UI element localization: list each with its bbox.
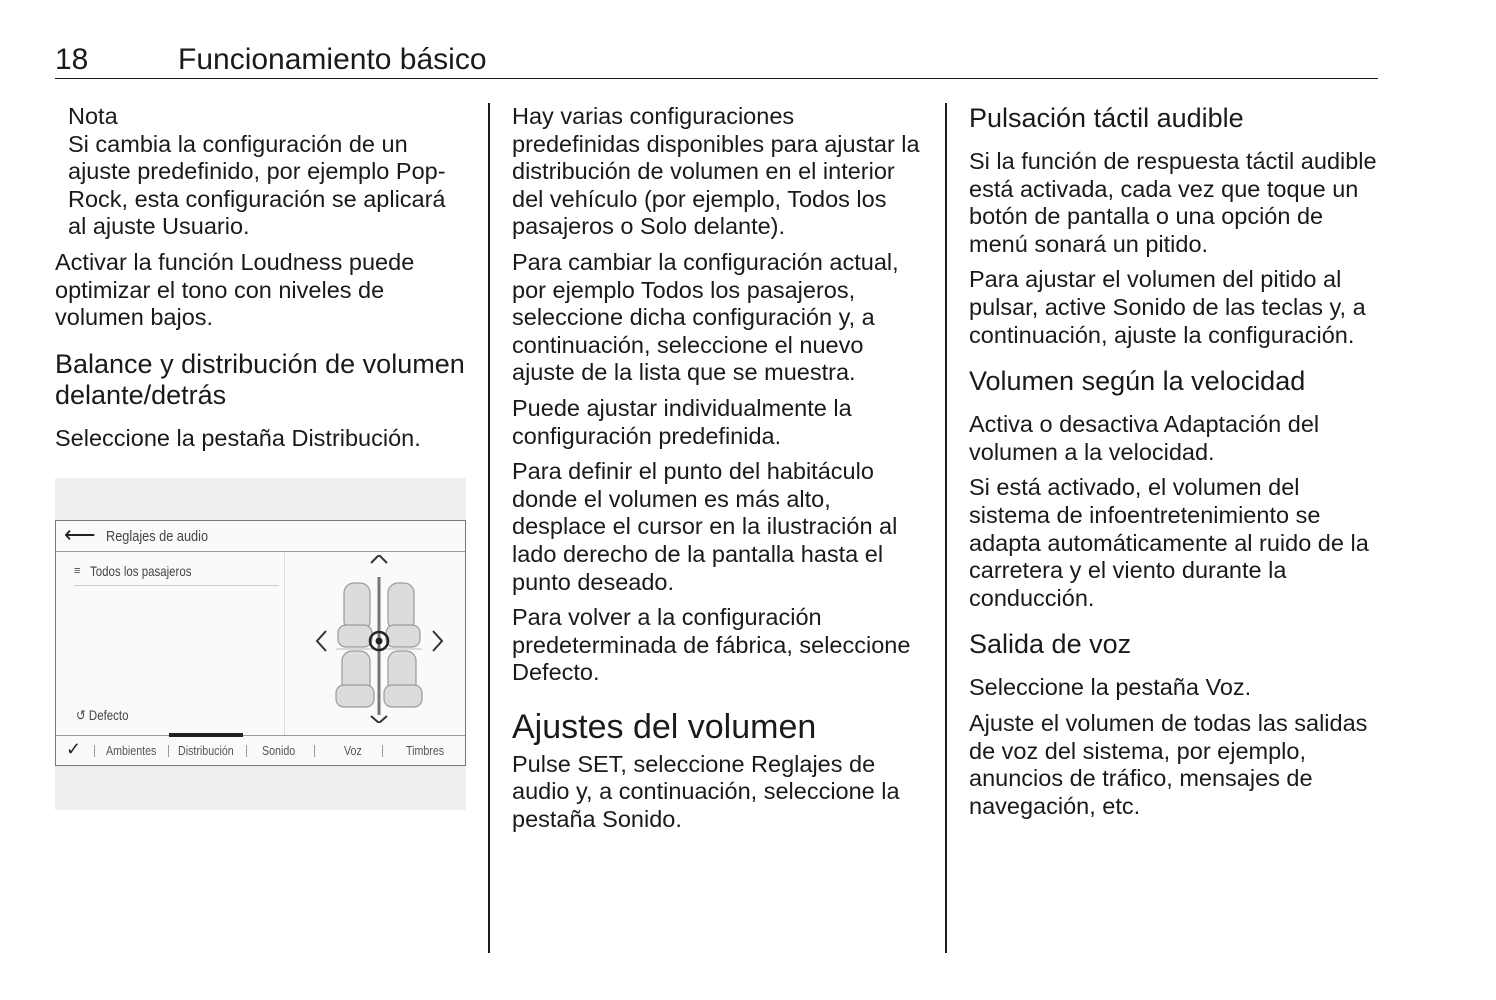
voice-volume-paragraph: Ajuste el volumen de todas las salidas de voz del sistema, por ejemplo, anuncios de tráfico, mensajes de navegación, etc.	[969, 709, 1368, 819]
preset-label: Todos los pasajeros	[90, 563, 192, 579]
page-title: Funcionamiento básico	[178, 43, 487, 76]
arrow-left-icon	[317, 631, 326, 651]
seat-distribution-control[interactable]	[302, 555, 462, 723]
speed-toggle-paragraph: Activa o desactiva Adaptación del volumen a la velocidad.	[969, 411, 1320, 465]
column-1	[55, 103, 467, 460]
default-label: Defecto	[88, 707, 129, 723]
audio-settings-screen	[55, 520, 466, 766]
tab-sonido[interactable]: Sonido	[262, 743, 296, 758]
tab-timbres[interactable]: Timbres	[406, 743, 445, 758]
speed-description-paragraph: Si está activado, el volumen del sistema de infoentretenimiento se adapta automáticamente al ruido de la carretera y el viento durante la conducción.	[969, 474, 1369, 611]
arrow-down-icon	[371, 716, 387, 723]
page-header	[55, 42, 1378, 79]
confirm-check-icon[interactable]: ✓	[66, 739, 82, 759]
reset-paragraph: Para volver a la configuración predeterminada de fábrica, seleccione Defecto.	[512, 604, 911, 686]
back-arrow-icon[interactable]: ⟵	[64, 522, 96, 547]
adjust-paragraph: Puede ajustar individualmente la configuración predefinida.	[512, 394, 852, 449]
tab-bar	[56, 735, 465, 766]
tab-distribucion[interactable]: Distribución	[178, 743, 234, 758]
audio-settings-figure	[55, 478, 466, 810]
column-2	[512, 103, 924, 842]
reset-icon: ↺	[76, 707, 86, 723]
screen-divider	[284, 553, 285, 735]
volume-settings-paragraph: Pulse SET, seleccione Reglajes de audio y, a continuación, seleccione la pestaña Sonido.	[512, 750, 900, 833]
arrow-right-icon	[433, 631, 442, 651]
select-tab-paragraph: Seleccione la pestaña Distribución.	[55, 424, 421, 451]
heading-speed-volume: Volumen según la velocidad	[969, 366, 1306, 397]
touch-tone-paragraph: Si la función de respuesta táctil audible está activada, cada vez que toque un botón de pantalla o una opción de menú sonará un pitido.	[969, 148, 1377, 257]
screen-title: Reglajes de audio	[106, 528, 209, 545]
page-number: 18	[55, 43, 89, 76]
column-3	[969, 103, 1381, 828]
column-divider	[488, 103, 490, 953]
active-tab-indicator	[169, 733, 243, 737]
heading-balance: Balance y distribución de volumen delante/detrás	[55, 348, 465, 410]
heading-volume-settings: Ajustes del volumen	[512, 707, 817, 746]
heading-touch-tone: Pulsación táctil audible	[969, 103, 1244, 133]
arrow-up-icon	[371, 555, 387, 563]
default-button[interactable]	[76, 707, 128, 724]
voice-tab-paragraph: Seleccione la pestaña Voz.	[969, 674, 1252, 701]
heading-voice-output: Salida de voz	[969, 629, 1132, 660]
note-label: Nota	[68, 103, 118, 129]
change-config-paragraph: Para cambiar la configuración actual, por ejemplo Todos los pasajeros, seleccione dicha configuración y, a continuación, seleccione el nuevo ajuste de la lista que se muestra.	[512, 248, 899, 386]
note-box	[55, 103, 467, 241]
column-divider	[945, 103, 947, 953]
cursor-paragraph: Para definir el punto del habitáculo donde el volumen es más alto, desplace el cursor en la ilustración al lado derecho de la pantalla hasta el punto deseado.	[512, 458, 898, 595]
note-text: Si cambia la configuración de un ajuste predefinido, por ejemplo Pop-Rock, esta configuración se aplicará al ajuste Usuario.	[68, 130, 446, 240]
beep-volume-paragraph: Para ajustar el volumen del pitido al pulsar, active Sonido de las teclas y, a continuación, ajuste la configuración.	[969, 266, 1366, 348]
tab-voz[interactable]: Voz	[344, 743, 362, 758]
preset-marker-icon: ≡	[74, 565, 81, 577]
loudness-paragraph: Activar la función Loudness puede optimizar el tono con niveles de volumen bajos.	[55, 248, 415, 331]
screen-header	[56, 521, 465, 552]
presets-paragraph: Hay varias configuraciones predefinidas disponibles para ajustar la distribución de volumen en el interior del vehículo (por ejemplo, Todos los pasajeros o Solo delante).	[512, 103, 920, 240]
preset-item[interactable]	[74, 563, 279, 586]
tab-ambientes[interactable]: Ambientes	[106, 743, 157, 758]
